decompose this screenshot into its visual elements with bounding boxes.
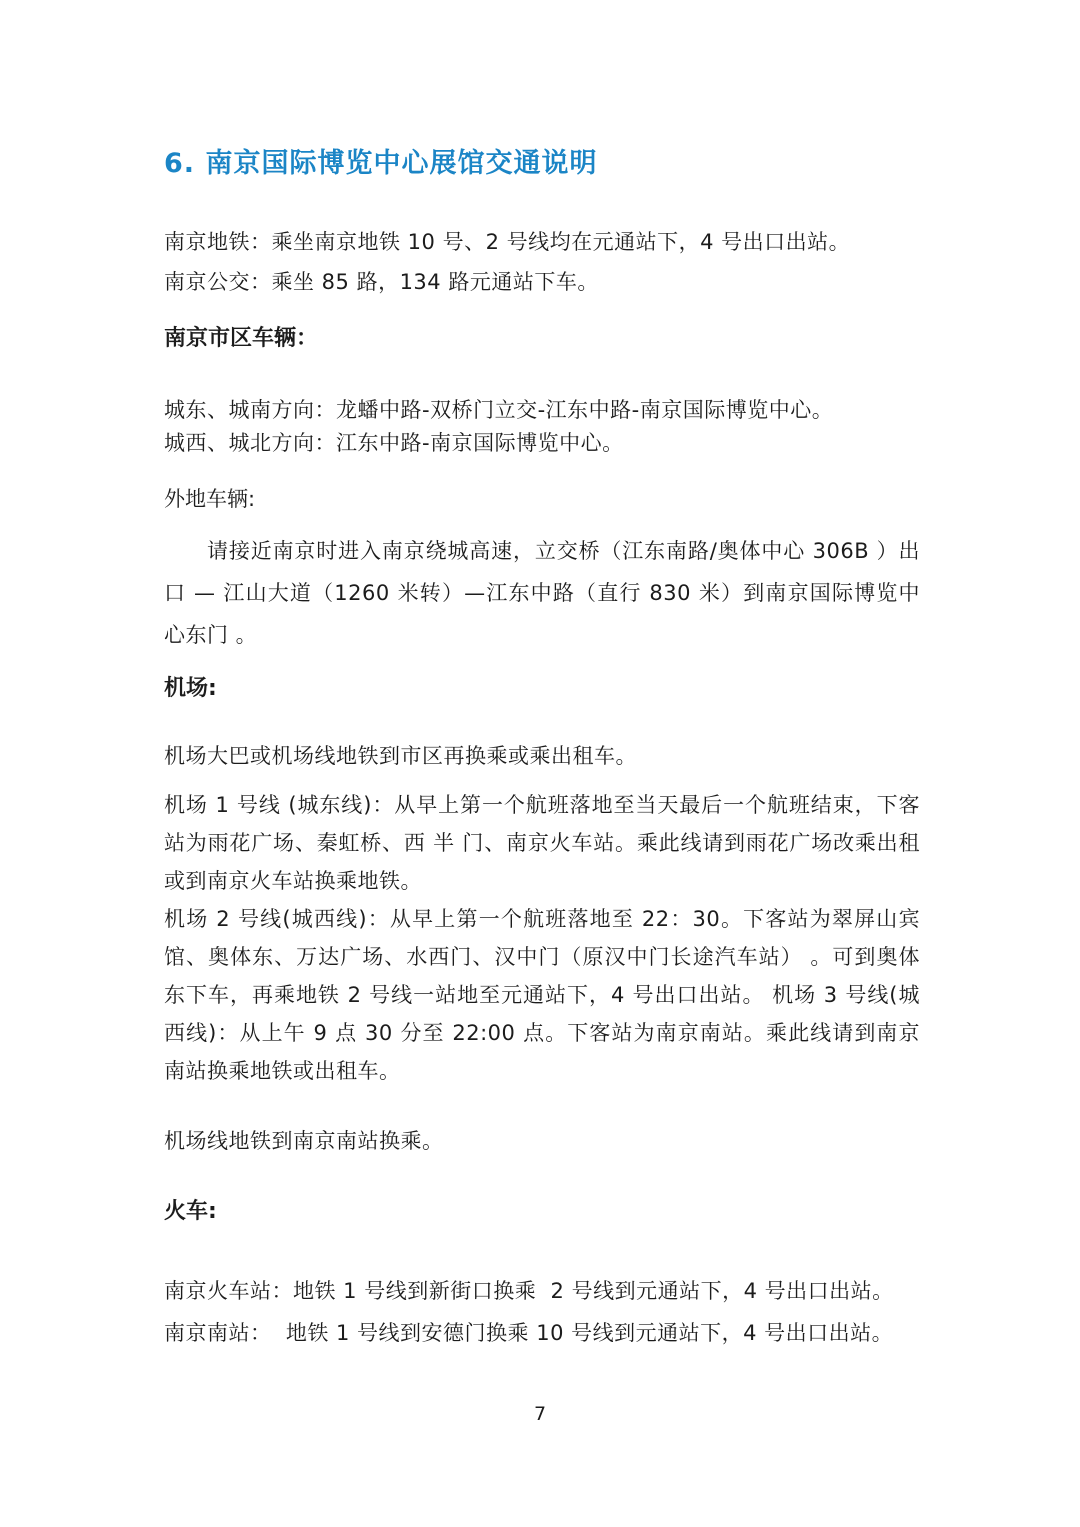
heading-outside-vehicles: 外地车辆: <box>164 487 256 511</box>
paragraph-airport-line1: 机场 1 号线 (城东线)：从早上第一个航班落地至当天最后一个航班结束，下客站为雨花广场、秦虹桥、西 半 门、南京火车站。乘此线请到雨花广场改乘出租或到南京火车站换乘地铁。 <box>164 793 920 893</box>
heading-city-vehicles: 南京市区车辆： <box>164 326 319 351</box>
paragraph-direction-east-south: 城东、城南方向：龙蟠中路-双桥门立交-江东中路-南京国际博览中心。 <box>164 398 834 422</box>
paragraph-direction-west-north: 城西、城北方向：江东中路-南京国际博览中心。 <box>164 431 624 455</box>
paragraph-airport-intro: 机场大巴或机场线地铁到市区再换乘或乘出租车。 <box>164 744 637 768</box>
page-title: 6. 南京国际博览中心展馆交通说明 <box>164 148 598 179</box>
paragraph-metro: 南京地铁：乘坐南京地铁 10 号、2 号线均在元通站下，4 号出口出站。 <box>164 230 851 254</box>
paragraph-train-main-station: 南京火车站：地铁 1 号线到新街口换乘 2 号线到元通站下，4 号出口出站。 <box>164 1279 894 1303</box>
paragraph-bus: 南京公交：乘坐 85 路，134 路元通站下车。 <box>164 270 599 294</box>
page-number: 7 <box>533 1403 547 1425</box>
paragraph-airport-line2-line3: 机场 2 号线(城西线)：从早上第一个航班落地至 22：30。下客站为翠屏山宾馆、奥体东、万达广场、水西门、汉中门（原汉中门长途汽车站） 。可到奥体东下车，再乘地铁 2 号线一站地至元通站下，4 号出口出站。 机场 3 号线(城西线)：从上午 9 点 30 分至 22:00 点。下客站为南京南站。乘此线请到南京南站换乘地铁或出租车。 <box>164 907 920 1083</box>
heading-airport: 机场: <box>164 676 217 701</box>
heading-train: 火车: <box>164 1199 217 1224</box>
paragraph-train-south-station: 南京南站： 地铁 1 号线到安德门换乘 10 号线到元通站下，4 号出口出站。 <box>164 1321 894 1345</box>
paragraph-outside-vehicles: 请接近南京时进入南京绕城高速，立交桥（江东南路/奥体中心 306B ）出口 — 江山大道（1260 米转）—江东中路（直行 830 米）到南京国际博览中心东门 。 <box>164 539 920 647</box>
paragraph-airport-transfer: 机场线地铁到南京南站换乘。 <box>164 1129 444 1153</box>
